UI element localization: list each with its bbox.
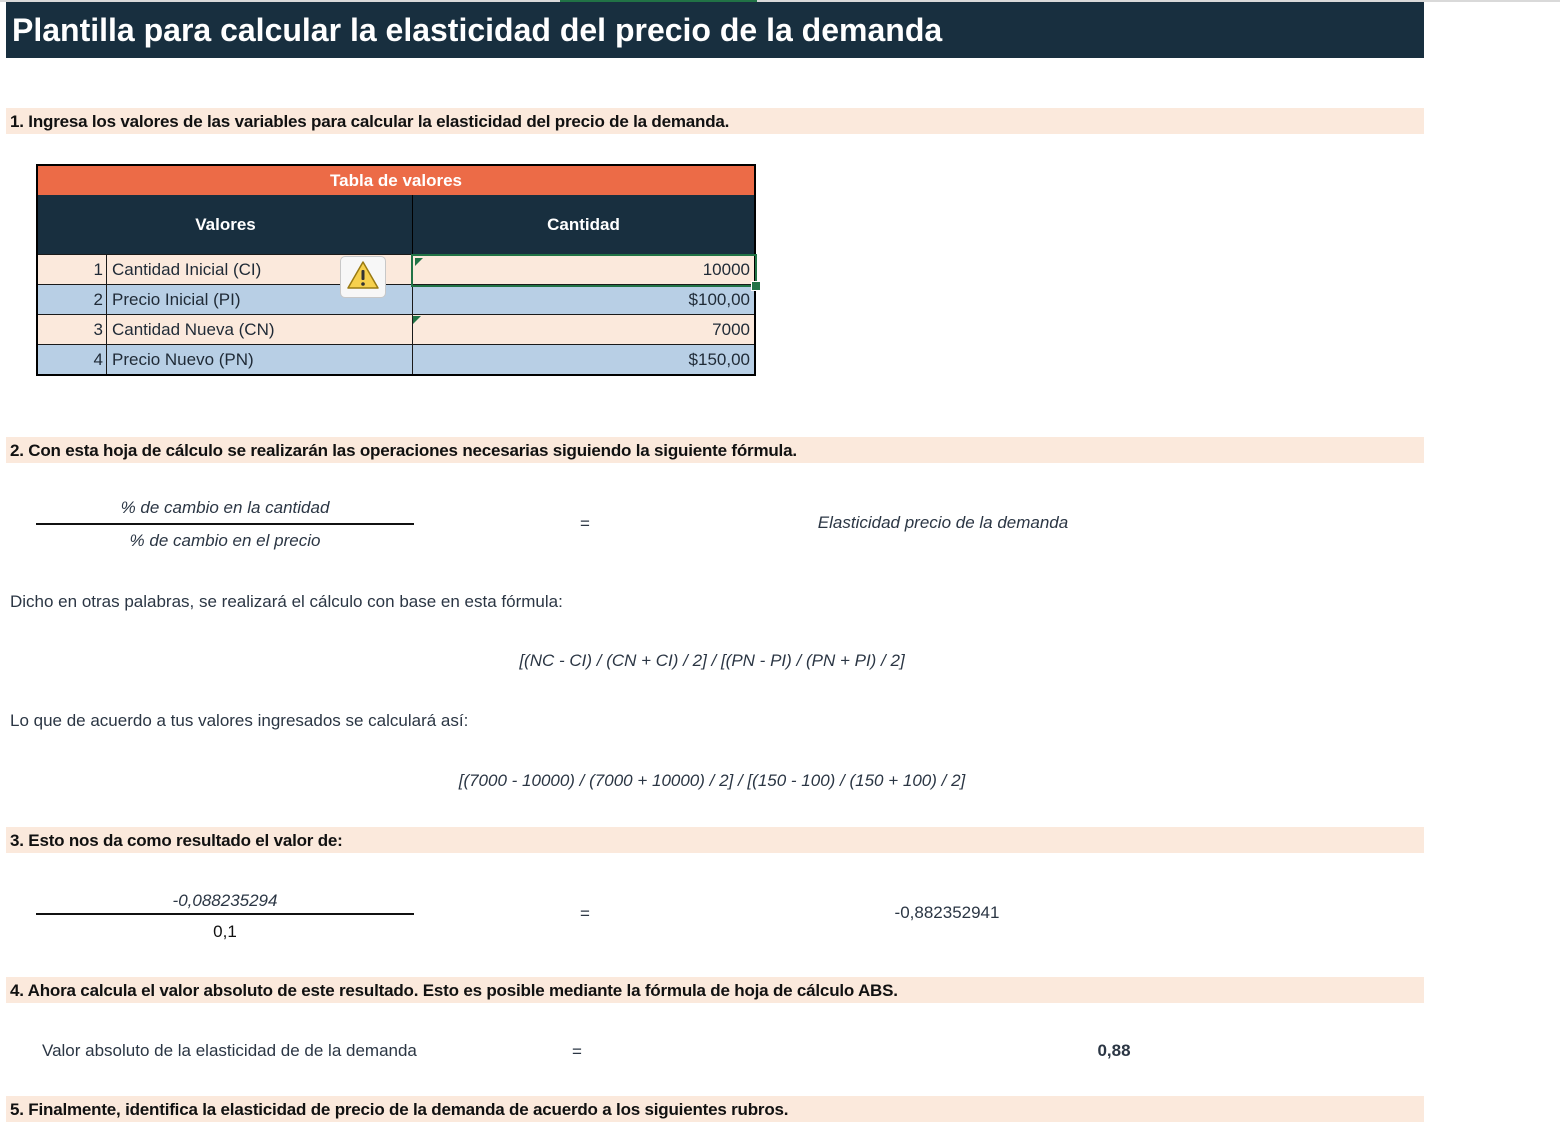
warning-icon: [346, 260, 380, 295]
equals-sign: =: [580, 514, 590, 533]
row-label[interactable]: Cantidad Inicial (CI): [107, 255, 413, 284]
formula-denominator: % de cambio en el precio: [129, 531, 321, 550]
absolute-value: 0,88: [1097, 1041, 1131, 1060]
section-2-heading: 2. Con esta hoja de cálculo se realizarán las operaciones necesarias siguiendo la siguiente fórmula.: [6, 437, 1424, 463]
cell-error-indicator: [413, 316, 421, 324]
formula-expression-values: [(7000 - 10000) / (7000 + 10000) / 2] / [(150 - 100) / (150 + 100) / 2]: [458, 771, 966, 790]
table-row: [38, 314, 754, 344]
formula-result-label: Elasticidad precio de la demanda: [817, 513, 1069, 532]
section-3-heading: 3. Esto nos da como resultado el valor de:: [6, 827, 1424, 853]
page-title: Plantilla para calcular la elasticidad del precio de la demanda: [6, 2, 1424, 58]
cantidad-nueva-cell[interactable]: 7000: [712, 320, 750, 339]
fraction-line: [36, 523, 414, 525]
in-other-words-text: Dicho en otras palabras, se realizará el cálculo con base en esta fórmula:: [10, 592, 563, 611]
table-row: [38, 284, 754, 314]
fraction-line: [36, 913, 414, 915]
row-number: 1: [38, 255, 107, 284]
row-number: 3: [38, 315, 107, 344]
section-5-heading: 5. Finalmente, identifica la elasticidad de precio de la demanda de acuerdo a los siguientes rubros.: [6, 1096, 1424, 1122]
row-number: 4: [38, 345, 107, 374]
fill-handle[interactable]: [751, 281, 761, 291]
precio-nuevo-cell[interactable]: $150,00: [688, 350, 750, 369]
selected-cell-outline[interactable]: [411, 254, 757, 287]
row-label[interactable]: Precio Nuevo (PN): [107, 345, 413, 374]
column-header-valores: Valores: [38, 195, 413, 254]
result-value: -0,882352941: [894, 903, 1000, 922]
section-4-heading: 4. Ahora calcula el valor absoluto de este resultado. Esto es posible mediante la fórmula de hoja de cálculo ABS.: [6, 977, 1424, 1003]
row-label[interactable]: Cantidad Nueva (CN): [107, 315, 413, 344]
result-numerator: -0,088235294: [172, 891, 278, 910]
cantidad-inicial-cell[interactable]: 10000: [702, 260, 750, 279]
according-values-text: Lo que de acuerdo a tus valores ingresados se calculará así:: [10, 711, 469, 730]
table-caption: Tabla de valores: [38, 166, 754, 195]
warning-button[interactable]: [340, 256, 386, 298]
equals-sign: =: [572, 1042, 582, 1061]
column-header-cantidad: Cantidad: [413, 195, 754, 254]
section-1-heading: 1. Ingresa los valores de las variables para calcular la elasticidad del precio de la demanda.: [6, 108, 1424, 134]
row-label[interactable]: Precio Inicial (PI): [107, 285, 413, 314]
table-row: [38, 344, 754, 374]
result-denominator: 0,1: [213, 922, 237, 941]
absolute-value-label: Valor absoluto de la elasticidad de de la demanda: [42, 1041, 417, 1060]
formula-expression: [(NC - CI) / (CN + CI) / 2] / [(PN - PI) / (PN + PI) / 2]: [519, 651, 905, 670]
precio-inicial-cell[interactable]: $100,00: [688, 290, 750, 309]
row-number: 2: [38, 285, 107, 314]
equals-sign: =: [580, 904, 590, 923]
formula-numerator: % de cambio en la cantidad: [120, 498, 330, 517]
